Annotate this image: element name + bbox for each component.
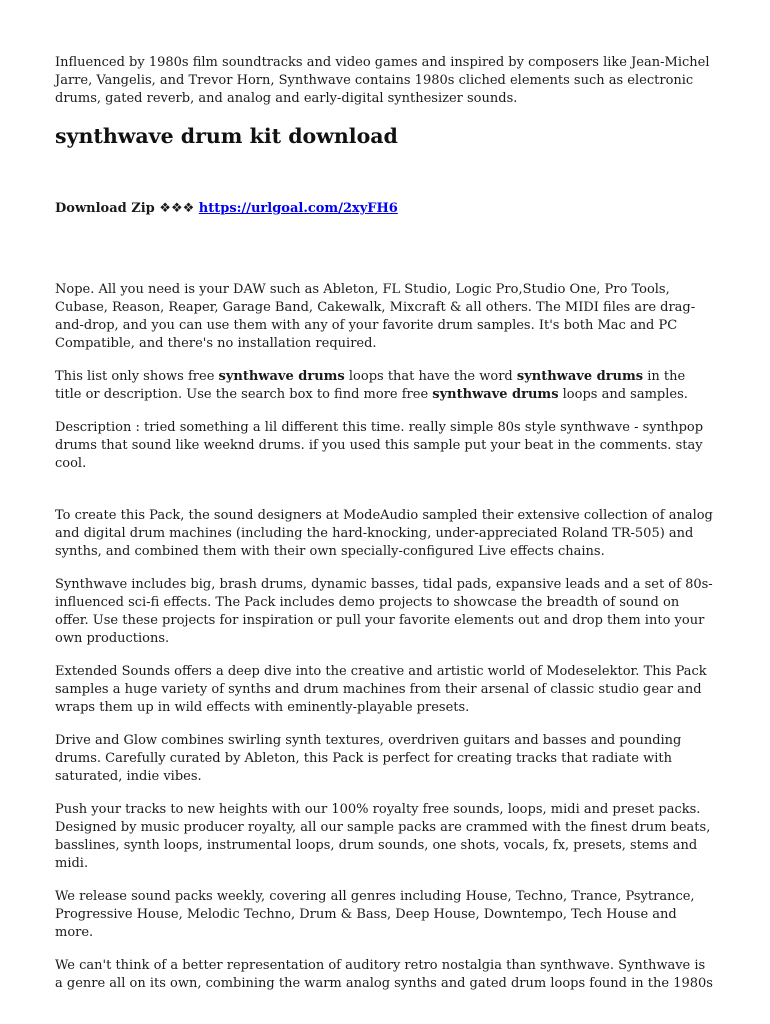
list-text-3: in the title or description. Use the search box to find more free [55, 369, 686, 402]
list-bold-3: synthwave drums [432, 387, 559, 402]
list-bold-2: synthwave drums [516, 369, 644, 384]
download-label: Download Zip [55, 201, 155, 216]
intro-paragraph: Influenced by 1980s film soundtracks and video games and inspired by composers like Jean-Michel Jarre, Vangelis, and Trevor Horn, Synthwave contains 1980s cliched elements such as electronic drums, gated reverb, and analog and early-digital synthesizer sounds. [55, 55, 710, 106]
drive-glow-paragraph: Drive and Glow combines swirling synth textures, overdriven guitars and basses and pounding drums. Carefully curated by Ableton, this Pack is perfect for creating tracks that radiate with saturated, indie vibes. [55, 733, 682, 784]
document-body [55, 54, 715, 1008]
push-paragraph: Push your tracks to new heights with our 100% royalty free sounds, loops, midi and preset packs. Designed by music producer royalty, all our sample packs are crammed with the finest drum beats, basslines, synth loops, instrumental loops, drum sounds, one shots, vocals, fx, presets, stems and midi. [55, 802, 711, 871]
page-title: synthwave drum kit download [55, 124, 398, 148]
spacer [55, 488, 715, 507]
download-link[interactable]: https://urlgoal.com/2xyFH6 [198, 201, 398, 216]
description-paragraph: Description : tried something a lil different this time. really simple 80s style synthwave - synthpop drums that sound like weeknd drums. if you used this sample put your beat in the comments. stay cool. [55, 420, 704, 471]
list-text-4: loops and samples. [558, 387, 688, 402]
list-bold-1: synthwave drums [218, 369, 345, 384]
extended-paragraph: Extended Sounds offers a deep dive into the creative and artistic world of Modeselektor. This Pack samples a huge variety of synths and drum machines from their arsenal of classic studio gear and wraps them up in wild effects with eminently-playable presets. [55, 664, 707, 715]
list-text-2: loops that have the word [344, 369, 517, 384]
includes-paragraph: Synthwave includes big, brash drums, dynamic basses, tidal pads, expansive leads and a set of 80s-influenced sci-fi effects. The Pack includes demo projects to showcase the breadth of sound on offer. Use these projects for inspiration or pull your favorite elements out and drop them into your own productions. [55, 577, 713, 646]
modeaudio-paragraph: To create this Pack, the sound designers at ModeAudio sampled their extensive collection of analog and digital drum machines (including the hard-knocking, under-appreciated Roland TR-505) and synths, and combined them with their own specially-configured Live effects chains. [55, 508, 713, 559]
retro-paragraph: We can't think of a better representation of auditory retro nostalgia than synthwave. Synthwave is a genre all on its own, combining the warm analog synths and gated drum loops found in the 1980s [55, 958, 713, 991]
daw-paragraph: Nope. All you need is your DAW such as Ableton, FL Studio, Logic Pro,Studio One, Pro Tools, Cubase, Reason, Reaper, Garage Band, Cakewalk, Mixcraft & all others. The MIDI files are drag-and-drop, and you can use them with any of your favorite drum samples. It's both Mac and PC Compatible, and there's no installation required. [55, 282, 696, 351]
download-line [55, 200, 715, 218]
list-paragraph [55, 368, 715, 404]
weekly-paragraph: We release sound packs weekly, covering all genres including House, Techno, Trance, Psytrance, Progressive House, Melodic Techno, Drum & Bass, Deep House, Downtempo, Tech House and more. [55, 889, 695, 940]
list-text-1: This list only shows free [55, 369, 219, 384]
arrows-icon: ❖❖❖ [159, 201, 195, 216]
